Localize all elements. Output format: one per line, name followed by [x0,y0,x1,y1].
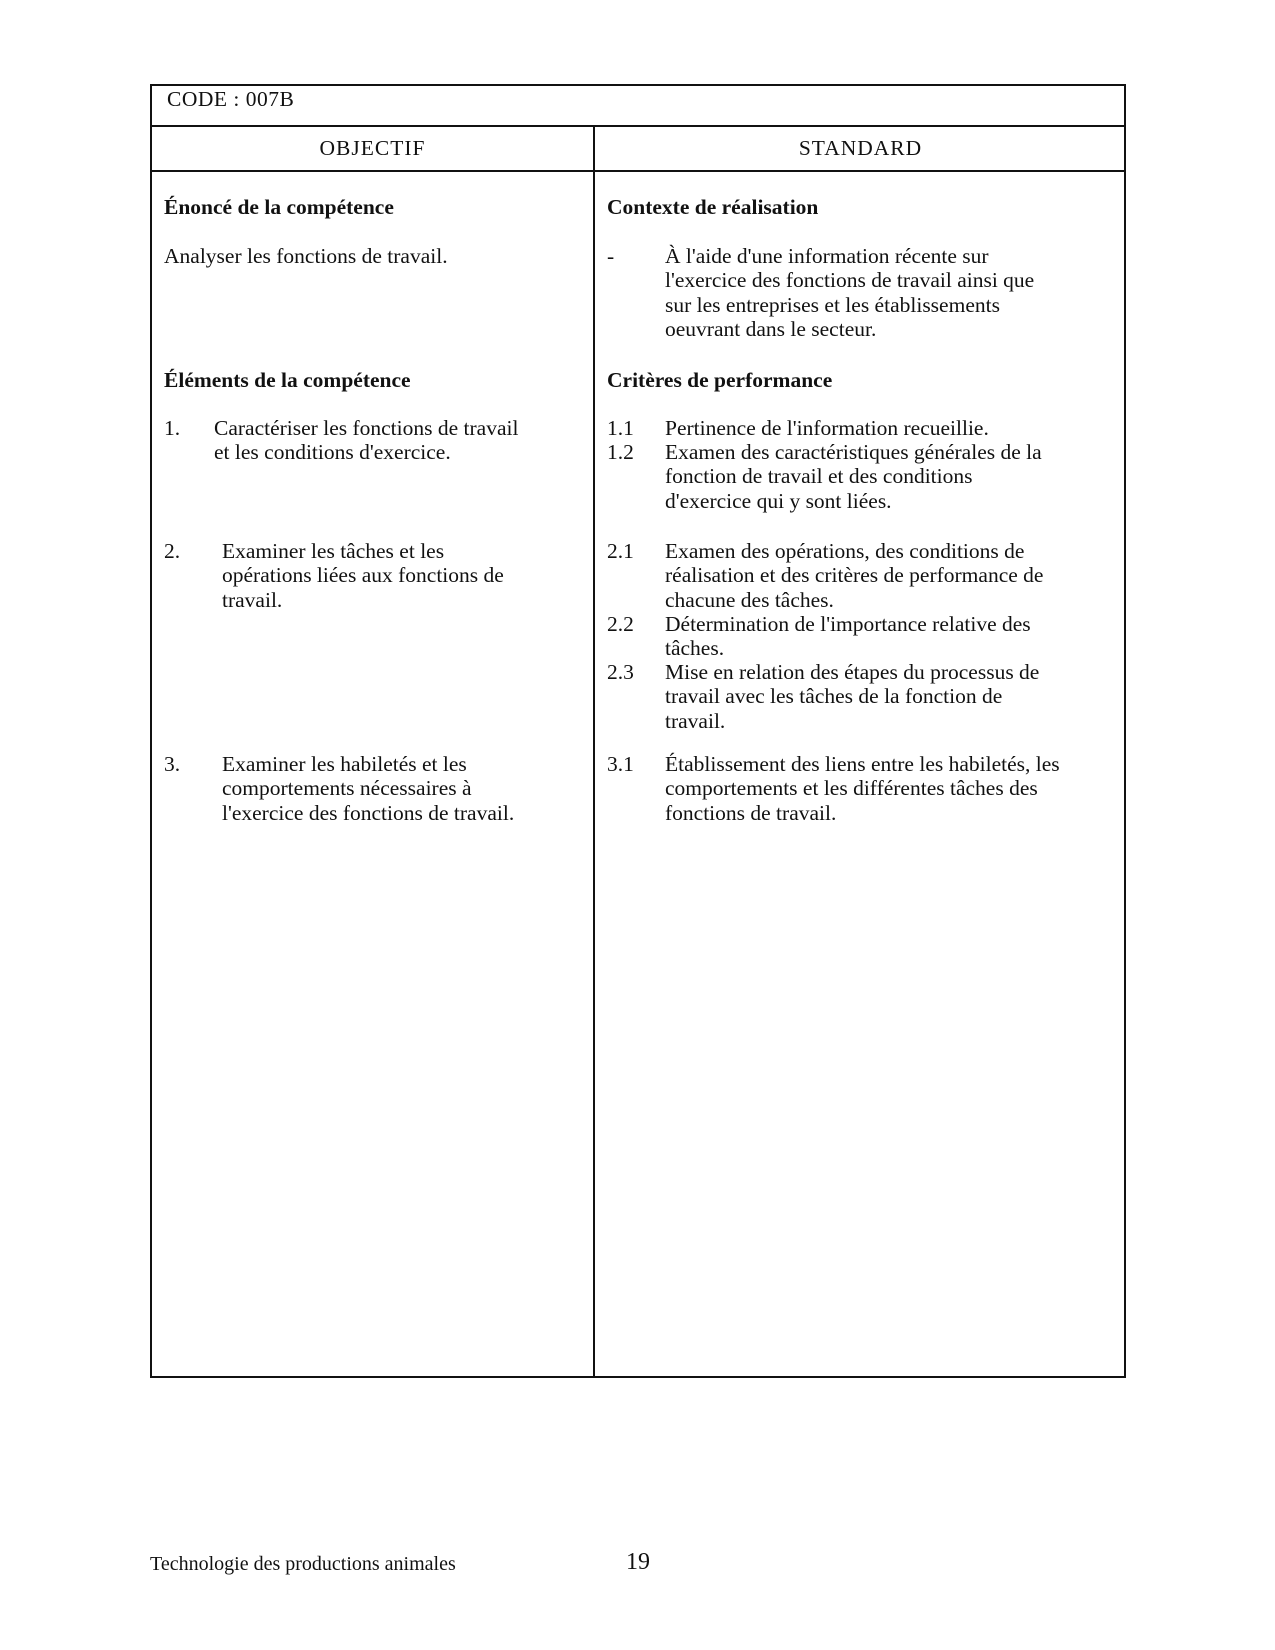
critere-line: Détermination de l'importance relative des [665,612,1031,636]
critere-line: tâches. [665,636,725,661]
contexte-bullet: - [607,244,615,268]
critere-line: Mise en relation des étapes du processus de [665,660,1040,684]
elements-heading: Éléments de la compétence [164,368,411,392]
objectif-header: OBJECTIF [319,136,426,160]
element-line: comportements nécessaires à [222,776,472,801]
criteres-heading: Critères de performance [607,368,833,392]
page-number: 19 [626,1549,650,1575]
element-line: Caractériser les fonctions de travail [214,416,519,440]
critere-number: 3.1 [607,752,634,776]
critere-line: Pertinence de l'information recueillie. [665,416,989,440]
contexte-line: À l'aide d'une information récente sur [665,244,989,268]
code-label: CODE : 007B [167,87,295,111]
critere-number: 2.1 [607,539,634,563]
critere-number: 1.1 [607,416,634,440]
element-line: Examiner les tâches et les [222,539,445,563]
critere-number: 2.2 [607,612,634,636]
header-row [152,127,1124,172]
code-row [152,86,1124,127]
critere-number: 1.2 [607,440,634,464]
element-number: 1. [164,416,181,440]
element-number: 2. [164,539,181,563]
critere-line: fonctions de travail. [665,800,837,825]
standard-column [595,172,1126,1376]
critere-line: comportements et les différentes tâches des [665,776,1038,801]
enonce-heading: Énoncé de la compétence [164,195,394,219]
element-number: 3. [164,752,181,776]
element-line: l'exercice des fonctions de travail. [222,800,515,825]
critere-line: fonction de travail et des conditions [665,464,973,489]
critere-line: Examen des caractéristiques générales de la [665,440,1042,464]
footer-title: Technologie des productions animales [150,1553,456,1575]
critere-line: chacune des tâches. [665,587,834,612]
contexte-line: oeuvrant dans le secteur. [665,316,877,341]
element-line: et les conditions d'exercice. [214,440,451,465]
element-line: travail. [222,587,283,612]
critere-line: Établissement des liens entre les habiletés, les [665,752,1060,776]
standard-header: STANDARD [798,136,923,160]
critere-line: travail avec les tâches de la fonction de [665,684,1003,709]
enonce-text: Analyser les fonctions de travail. [164,244,448,268]
element-line: Examiner les habiletés et les [222,752,467,776]
objectif-column [152,172,593,1376]
critere-number: 2.3 [607,660,634,684]
contexte-heading: Contexte de réalisation [607,195,819,219]
critere-line: travail. [665,708,726,733]
contexte-line: sur les entreprises et les établissements [665,292,1000,317]
contexte-line: l'exercice des fonctions de travail ainsi que [665,268,1035,293]
critere-line: Examen des opérations, des conditions de [665,539,1025,563]
critere-line: d'exercice qui y sont liées. [665,488,892,513]
competency-table [150,84,1126,1378]
element-line: opérations liées aux fonctions de [222,563,504,588]
critere-line: réalisation et des critères de performance de [665,563,1044,588]
